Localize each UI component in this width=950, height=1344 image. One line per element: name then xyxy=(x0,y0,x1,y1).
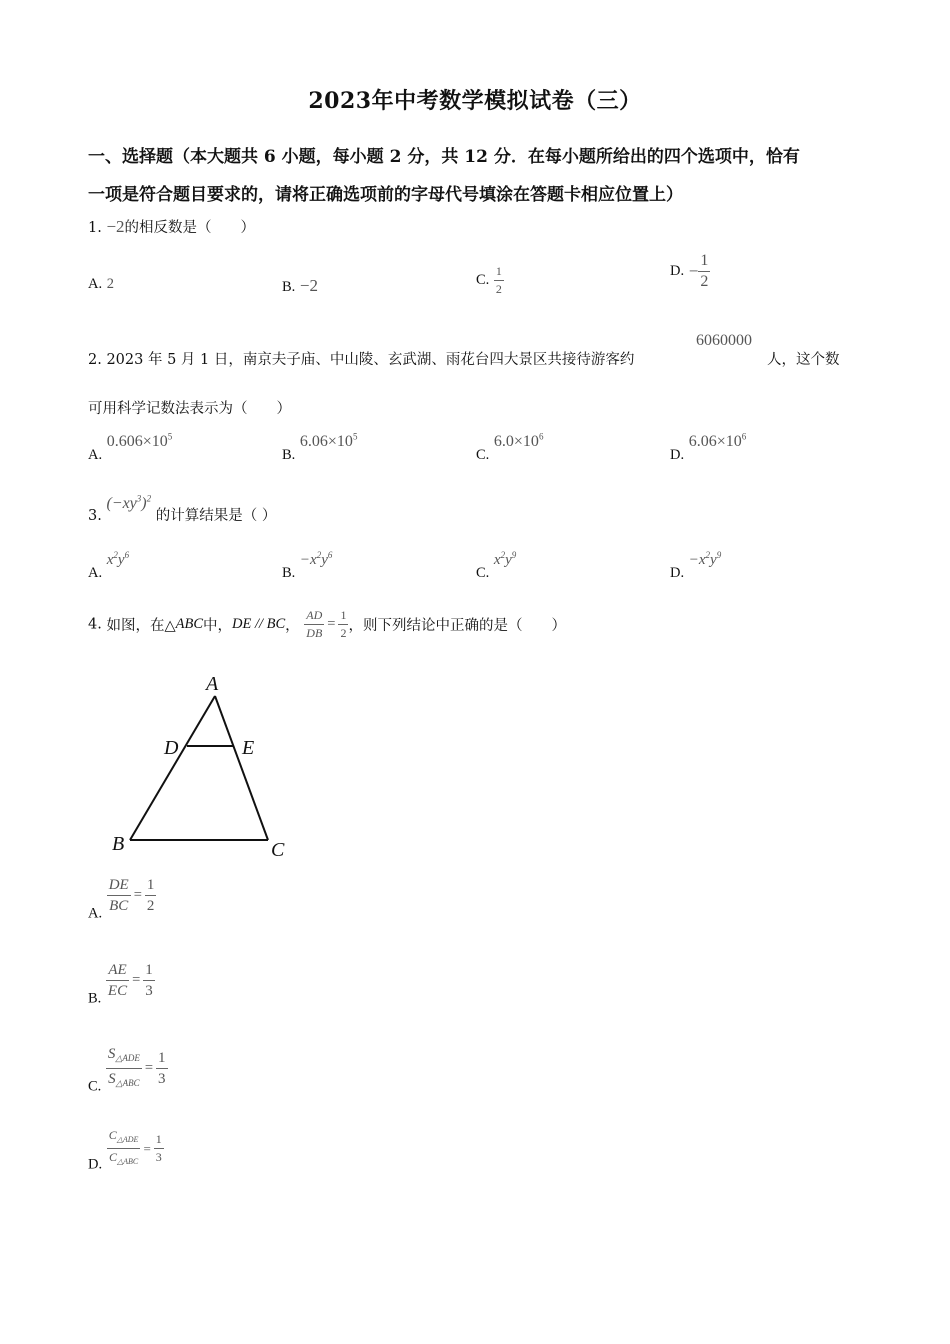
section-instructions xyxy=(88,138,868,214)
option-value: $0.606\times 10^5$ xyxy=(106,432,173,451)
option-label: C. xyxy=(88,1078,102,1095)
option-a[interactable] xyxy=(88,432,173,464)
question-number: 3. xyxy=(88,508,102,524)
option-label: A. xyxy=(88,447,103,464)
option-label: B. xyxy=(282,279,296,295)
option-value: $-x^2y^9$ xyxy=(688,550,722,568)
option-label: A. xyxy=(88,565,103,581)
option-b[interactable] xyxy=(282,550,333,581)
option-value: $6.06\times 10^6$ xyxy=(688,432,747,451)
question-3 xyxy=(88,492,277,524)
option-d[interactable] xyxy=(670,252,710,291)
option-label: A. xyxy=(88,905,103,922)
equals-sign: = xyxy=(132,972,141,988)
section-line-2: 一项是符合题目要求的，请将正确选项前的字母代号填涂在答题卡相应位置上） xyxy=(88,185,683,205)
comma: ， xyxy=(285,618,300,634)
option-fraction-value: $\frac{1}{2}$ xyxy=(146,877,155,914)
option-value: $x^2y^6$ xyxy=(106,550,130,568)
option-a[interactable] xyxy=(88,550,130,581)
equals-sign: = xyxy=(133,887,142,903)
fraction: $\frac{1}{2}$ xyxy=(495,264,502,296)
option-fraction: $\frac{C_{\triangle ADE}}{C_{\triangle ABC}}$ xyxy=(108,1128,139,1166)
option-label: D. xyxy=(670,263,685,279)
option-fraction: $\frac{AE}{EC}$ xyxy=(107,962,128,999)
question-4 xyxy=(88,608,566,641)
option-d[interactable] xyxy=(88,1128,164,1174)
option-b[interactable] xyxy=(282,432,358,464)
vertex-label-c: C xyxy=(271,839,285,861)
triangle-figure xyxy=(100,668,300,864)
option-label: C. xyxy=(476,447,490,464)
question-number: 2. xyxy=(88,352,102,368)
option-a[interactable] xyxy=(88,876,156,923)
equals-sign: = xyxy=(143,1140,151,1156)
math-expression: −2 xyxy=(106,217,125,236)
option-fraction: $\frac{DE}{BC}$ xyxy=(108,877,129,914)
option-c[interactable] xyxy=(476,264,504,297)
option-b[interactable] xyxy=(88,961,155,1008)
question-text: 如图，在△ xyxy=(106,618,176,634)
question-text: 中， xyxy=(203,618,232,634)
option-value: $-x^2y^6$ xyxy=(299,550,333,568)
side-ac xyxy=(215,696,268,840)
triangle-name: ABC xyxy=(175,616,203,632)
option-c[interactable] xyxy=(476,550,517,581)
fraction: $\frac{1}{2}$ xyxy=(700,252,709,290)
option-label: C. xyxy=(476,565,490,581)
given-ratio: $\frac{AD}{DB}$ xyxy=(306,608,323,640)
triangle-lines xyxy=(130,696,268,840)
option-label: B. xyxy=(282,447,296,464)
page-title: 2023年中考数学模拟试卷（三） xyxy=(308,88,642,114)
option-value: 2 xyxy=(106,276,114,292)
side-ab xyxy=(130,696,215,840)
option-c[interactable] xyxy=(476,432,544,464)
option-fraction-value: $\frac{1}{3}$ xyxy=(145,962,153,999)
option-value: $6.0\times 10^6$ xyxy=(493,432,544,451)
question-text-line2: 可用科学记数法表示为（ ） xyxy=(88,401,291,417)
question-text: 2023 年 5 月 1 日，南京夫子庙、中山陵、玄武湖、雨花台四大景区共接待游客约 xyxy=(106,352,635,368)
option-a[interactable] xyxy=(88,276,114,293)
given-ratio-value: $\frac{1}{2}$ xyxy=(340,608,347,640)
option-label: D. xyxy=(670,565,685,581)
vertex-label-e: E xyxy=(242,737,255,759)
option-label: A. xyxy=(88,276,103,292)
question-2 xyxy=(88,348,634,369)
option-d[interactable] xyxy=(670,432,747,464)
option-label: B. xyxy=(282,565,296,581)
question-number: 4. xyxy=(88,616,102,633)
minus-sign: − xyxy=(688,261,699,281)
math-expression: $(-xy^3)^2$ xyxy=(106,493,152,512)
question-text: ，则下列结论中正确的是（ ） xyxy=(348,618,566,634)
option-fraction-value: $\frac{1}{3}$ xyxy=(155,1132,162,1164)
option-value: $6.06\times 10^5$ xyxy=(299,432,358,451)
option-label: D. xyxy=(88,1156,103,1173)
equals-sign: = xyxy=(144,1060,154,1076)
question-1 xyxy=(88,216,255,237)
vertex-label-d: D xyxy=(164,737,179,759)
option-d[interactable] xyxy=(670,550,722,581)
option-fraction: $\frac{S_{\triangle ADE}}{S_{\triangle ABC}}$ xyxy=(107,1046,140,1088)
question-text-tail: 人，这个数 xyxy=(767,352,840,368)
option-fraction-value: $\frac{1}{3}$ xyxy=(158,1050,166,1087)
option-label: C. xyxy=(476,272,490,288)
option-b[interactable] xyxy=(282,276,318,296)
question-text: 的计算结果是（ ） xyxy=(155,508,277,524)
vertex-label-b: B xyxy=(112,833,125,855)
question-text: 的相反数是（ ） xyxy=(124,220,256,236)
section-line-1: 一、选择题（本大题共 6 小题，每小题 2 分，共 12 分．在每小题所给出的四个选项中，恰有 xyxy=(88,147,800,167)
option-label: D. xyxy=(670,447,685,464)
math-number: 6060000 xyxy=(696,332,752,349)
parallel-statement: DE // BC xyxy=(232,616,286,632)
option-c[interactable] xyxy=(88,1045,168,1096)
option-value: −2 xyxy=(299,276,318,295)
question-number: 1. xyxy=(88,220,102,236)
option-value: $x^2y^9$ xyxy=(493,550,517,568)
vertex-label-a: A xyxy=(206,673,219,695)
option-label: B. xyxy=(88,990,102,1007)
equals-sign: = xyxy=(327,616,336,632)
